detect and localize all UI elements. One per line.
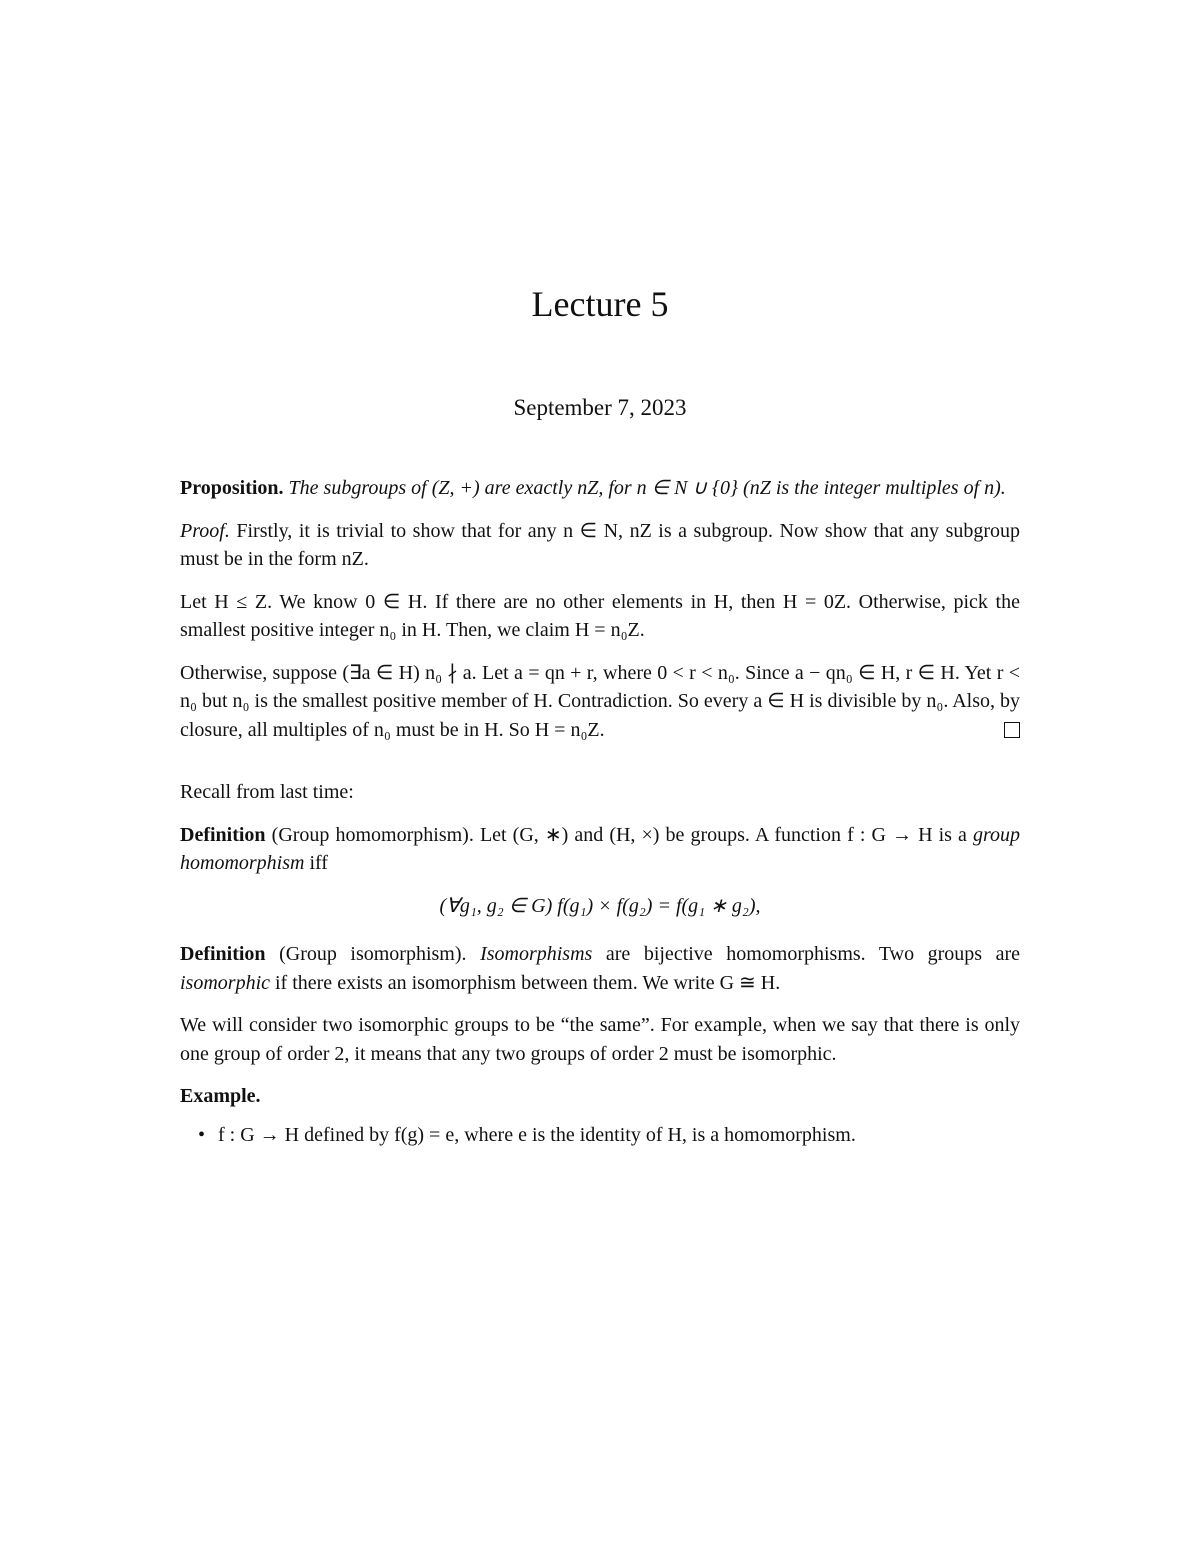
bullet-icon: •	[198, 1123, 206, 1146]
definition-homomorphism	[180, 821, 1020, 878]
definition-term: isomorphic	[180, 971, 270, 994]
proposition-heading: Proposition.	[180, 477, 284, 499]
definition-heading: Definition	[180, 943, 266, 965]
definition-term: Isomorphisms	[480, 943, 593, 965]
proof-label: Proof.	[180, 519, 230, 542]
definition-text: iff	[309, 852, 328, 874]
remark-paragraph: We will consider two isomorphic groups to be “the same”. For example, when we say that there is only one group of order 2, it means that any two groups of order 2 must be isomorphic.	[180, 1014, 1020, 1065]
example-item-text: f : G → H defined by f(g) = e, where e is the identity of H, is a homomorphism.	[218, 1123, 856, 1146]
definition-isomorphism	[180, 940, 1020, 997]
homomorphism-formula: (∀g₁, g₂ ∈ G) f(g₁) × f(g₂) = f(g₁ ∗ g₂),	[439, 894, 761, 917]
page-date: September 7, 2023	[513, 395, 687, 420]
proof-paragraph-3	[180, 659, 1020, 745]
recall-text: Recall from last time:	[180, 781, 354, 803]
page-title: Lecture 5	[531, 284, 669, 324]
proof-text-3: Otherwise, suppose (∃a ∈ H) n₀ ∤ a. Let a = qn + r, where 0 < r < n₀. Since a − qn₀ ∈ H, r ∈ H. Yet r < n₀ but n₀ is the smallest positive member of H. Contradiction. So every a ∈ H is divisible by n₀. Also, by closure, all multiples of n₀ must be in H. So H = n₀Z.	[180, 661, 1020, 741]
example-heading: Example.	[180, 1085, 261, 1107]
proof-text-1: Firstly, it is trivial to show that for any n ∈ N, nZ is a subgroup. Now show that any subgroup must be in the form nZ.	[180, 519, 1021, 570]
proof-paragraph-2: Let H ≤ Z. We know 0 ∈ H. If there are no other elements in H, then H = 0Z. Otherwise, pick the smallest positive integer n₀ in H. Then, we claim H = n₀Z.	[180, 590, 1020, 641]
example-list	[180, 1121, 1020, 1150]
qed-square-icon	[1004, 722, 1020, 738]
proof-paragraph-1	[180, 517, 1020, 574]
definition-text: if there exists an isomorphism between them. We write G ≅ H.	[275, 971, 781, 994]
definition-heading: Definition	[180, 823, 266, 846]
document-body	[180, 474, 1020, 1149]
definition-text: Let (G, ∗) and (H, ×) be groups. A function f : G → H is a	[479, 823, 967, 846]
definition-name: (Group isomorphism).	[279, 943, 467, 965]
definition-name: (Group homomorphism).	[271, 823, 474, 846]
proposition-block	[180, 474, 1020, 503]
list-item	[198, 1121, 1020, 1150]
definition-term: group homomorphism	[180, 823, 1021, 874]
proposition-statement: The subgroups of (Z, +) are exactly nZ, for n ∈ N ∪ {0} (nZ is the integer multiples of n).	[288, 477, 1006, 499]
definition-text: are bijective homomorphisms. Two groups are	[605, 943, 1021, 965]
